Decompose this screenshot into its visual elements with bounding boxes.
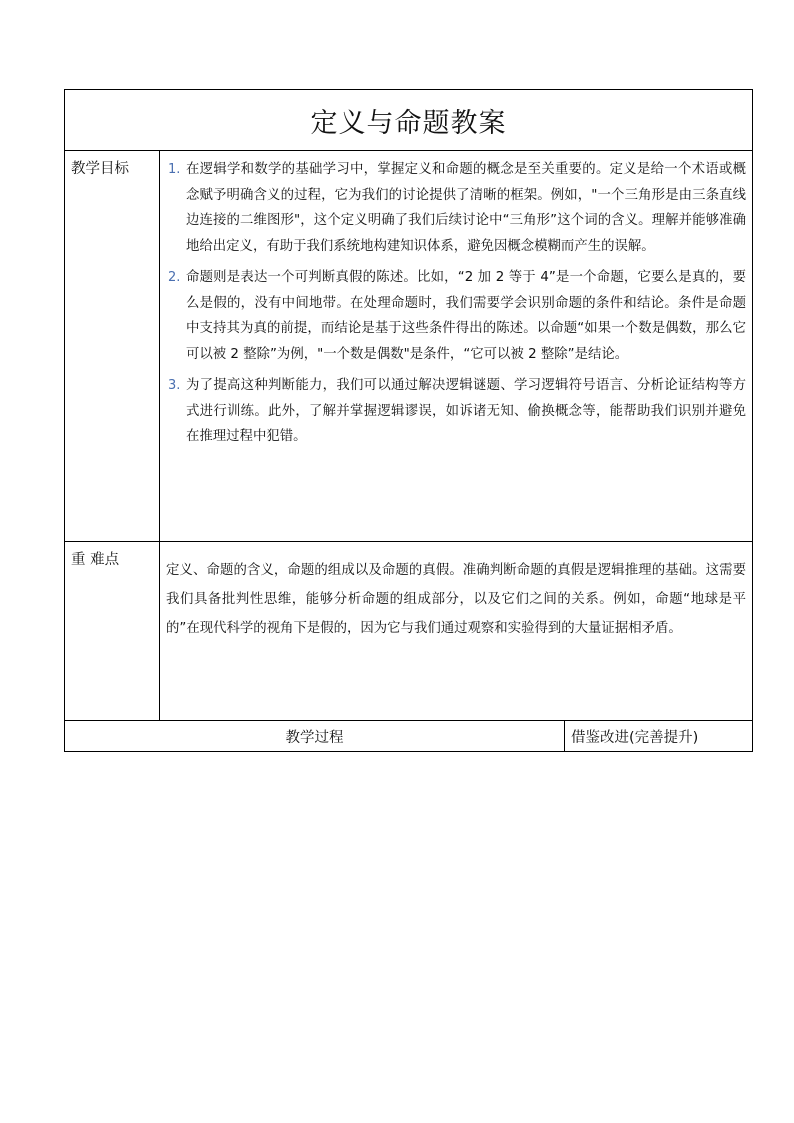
goal-text: 在逻辑学和数学的基础学习中，掌握定义和命题的概念是至关重要的。定义是给一个术语或概念赋予明确含义的过程，它为我们的讨论提供了清晰的框架。例如，"一个三角形是由三条直线边连接的二维图形"，这个定义明确了我们后续讨论中“三角形”这个词的含义。理解并能够准确地给出定义，有助于我们系统地构建知识体系，避免因概念模糊而产生的误解。 [186,162,747,254]
goal-item-2 [166,265,746,367]
goal-number: 3. [168,378,181,393]
goal-item-1 [166,157,746,259]
key-points-label: 重 难点 [65,542,160,721]
footer-row [65,721,753,752]
lesson-plan-table [64,89,753,752]
goals-content [160,151,753,542]
title-row [65,90,753,151]
goal-text: 为了提高这种判断能力，我们可以通过解决逻辑谜题、学习逻辑符号语言、分析论证结构等方式进行训练。此外，了解并掌握逻辑谬误，如诉诸无知、偷换概念等，能帮助我们识别并避免在推理过程中犯错。 [186,378,747,444]
goal-number: 1. [168,162,181,177]
goal-list [166,157,746,450]
goals-label: 教学目标 [65,151,160,542]
goals-row [65,151,753,542]
key-points-row [65,542,753,721]
improve-label: 借鉴改进(完善提升) [565,721,753,752]
page-title: 定义与命题教案 [310,107,507,139]
goal-number: 2. [168,270,181,285]
process-label: 教学过程 [65,721,565,752]
title-cell [65,90,753,151]
key-points-text: 定义、命题的含义，命题的组成以及命题的真假。准确判断命题的真假是逻辑推理的基础。这需要我们具备批判性思维，能够分析命题的组成部分，以及它们之间的关系。例如，命题“地球是平的”在现代科学的视角下是假的，因为它与我们通过观察和实验得到的大量证据相矛盾。 [166,563,747,636]
key-points-content [160,542,753,721]
goal-text: 命题则是表达一个可判断真假的陈述。比如，“2 加 2 等于 4”是一个命题，它要么是真的，要么是假的，没有中间地带。在处理命题时，我们需要学会识别命题的条件和结论。条件是命题中支持其为真的前提，而结论是基于这些条件得出的陈述。以命题“如果一个数是偶数，那么它可以被 2 整除”为例，"一个数是偶数"是条件，“它可以被 2 整除”是结论。 [186,270,747,362]
goal-item-3 [166,373,746,450]
